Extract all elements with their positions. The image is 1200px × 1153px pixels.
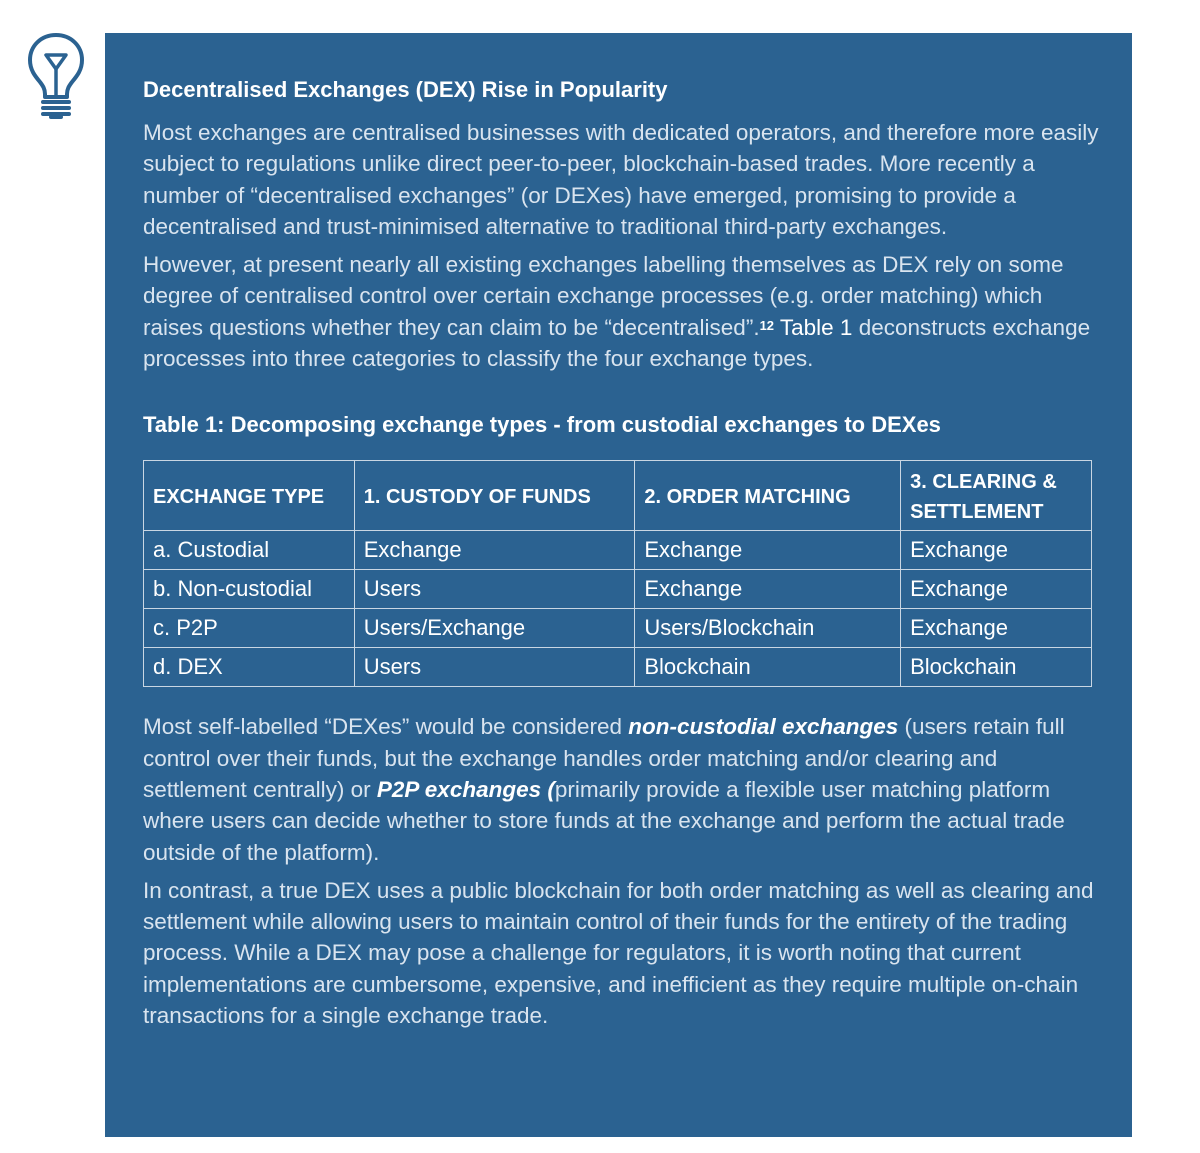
lightbulb-icon — [24, 31, 88, 121]
table-reference: Table 1 — [774, 314, 853, 340]
self-labelled-text-3: primarily provide a flexible user matching platform where users can decide whether to store funds at the exchange and perform the actual trade outside of the platform). — [143, 776, 1065, 865]
table-cell: c. P2P — [144, 609, 355, 648]
table-row — [144, 648, 1092, 687]
footnote-marker: 12 — [759, 317, 775, 333]
table-cell: Users — [354, 648, 635, 687]
column-header: 1. CUSTODY OF FUNDS — [354, 461, 635, 531]
column-header: 2. ORDER MATCHING — [635, 461, 901, 531]
table-cell: Exchange — [354, 531, 635, 570]
box-heading: Decentralised Exchanges (DEX) Rise in Popularity — [143, 77, 668, 102]
table-header-row — [144, 461, 1092, 531]
table-cell: Exchange — [901, 570, 1092, 609]
self-labelled-text-2: (users retain full control over their funds, but the exchange handles order matching and/or clearing and settlement centrally) or — [143, 714, 1065, 802]
info-box — [105, 33, 1132, 1137]
table-cell: Blockchain — [901, 648, 1092, 687]
true-dex-paragraph: In contrast, a true DEX uses a public blockchain for both order matching as well as clearing and settlement while allowing users to maintain control of their funds for the entirety of the trading process. While a DEX may pose a challenge for regulators, it is worth noting that current implementations are cumbersome, expensive, and inefficient as they require multiple on-chain transactions for a single exchange trade. — [143, 877, 1094, 1029]
table-cell: d. DEX — [144, 648, 355, 687]
table-cell: Blockchain — [635, 648, 901, 687]
table-cell: a. Custodial — [144, 531, 355, 570]
dex-paragraph-end: deconstructs exchange processes into three categories to classify the four exchange types. — [143, 314, 1091, 372]
table-cell: b. Non-custodial — [144, 570, 355, 609]
column-header: 3. CLEARING & SETTLEMENT — [901, 461, 1092, 531]
table-title: Table 1: Decomposing exchange types - from custodial exchanges to DEXes — [143, 412, 941, 438]
table-cell: Users/Exchange — [354, 609, 635, 648]
dex-paragraph-text: However, at present nearly all existing exchanges labelling themselves as DEX rely on some degree of centralised control over certain exchange processes (e.g. order matching) which raises questions whether they can claim to be “decentralised”. — [143, 252, 1064, 340]
table-cell: Users/Blockchain — [635, 609, 901, 648]
table-row — [144, 531, 1092, 570]
table-cell: Exchange — [635, 570, 901, 609]
p2p-term: P2P exchanges ( — [376, 776, 555, 802]
table-row — [144, 609, 1092, 648]
table-cell: Exchange — [635, 531, 901, 570]
table-row — [144, 570, 1092, 609]
self-labelled-text-1: Most self-labelled “DEXes” would be considered — [143, 714, 629, 740]
table-cell: Exchange — [901, 531, 1092, 570]
table-cell: Users — [354, 570, 635, 609]
table-cell: Exchange — [901, 609, 1092, 648]
column-header: EXCHANGE TYPE — [144, 461, 355, 531]
exchange-types-table — [143, 460, 1092, 687]
self-labelled-paragraph — [143, 711, 1102, 867]
non-custodial-term: non-custodial exchanges — [628, 714, 899, 740]
intro-paragraph: Most exchanges are centralised businesses with dedicated operators, and therefore more easily subject to regulations unlike direct peer-to-peer, blockchain-based trades. More recently a number of “decentralised exchanges” (or DEXes) have emerged, promising to provide a decentralised and trust-minimised alternative to traditional third-party exchanges. — [143, 120, 1099, 239]
dex-paragraph — [143, 249, 1102, 374]
